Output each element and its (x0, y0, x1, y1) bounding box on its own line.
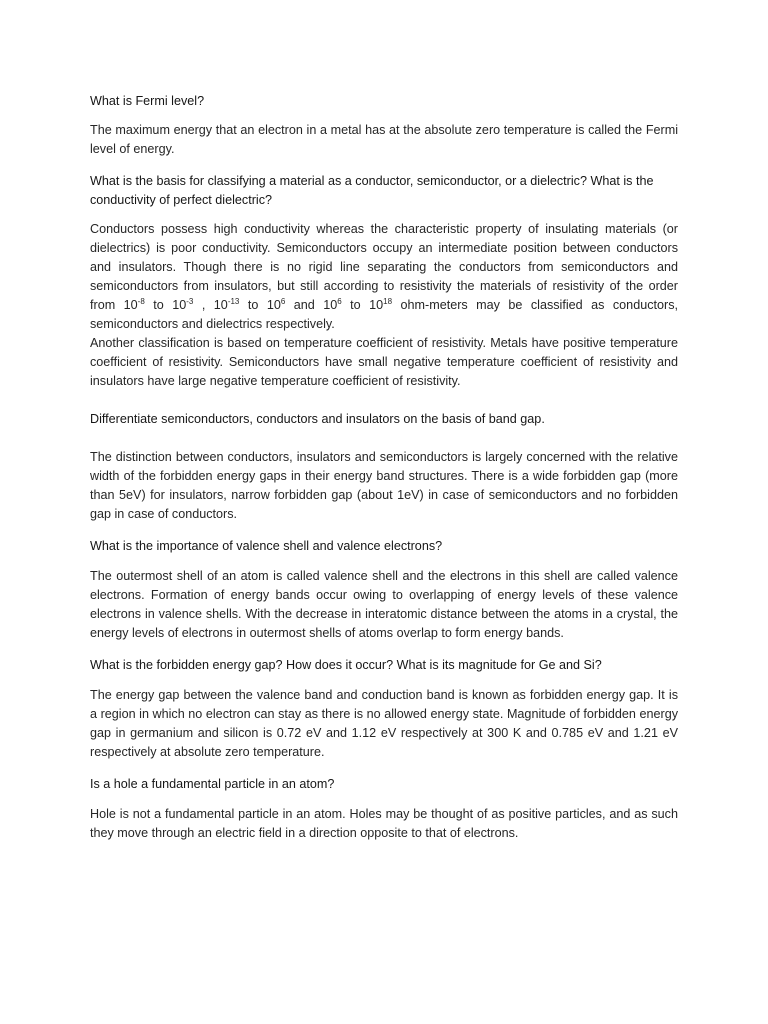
answer-band-gap: The distinction between conductors, insulators and semiconductors is largely concerned with the relative width of the forbidden energy gaps in their energy band structures. There is a wide forbidden gap (more than 5eV) for insulators, narrow forbidden gap (about 1eV) in case of semiconductors and no forbidden gap in case of conductors. (90, 450, 678, 521)
exponent: -3 (186, 297, 194, 306)
connector-text: and (285, 298, 324, 312)
question-forbidden-gap: What is the forbidden energy gap? How does it occur? What is its magnitude for Ge and Si? (90, 658, 602, 672)
exponent: 6 (337, 297, 342, 306)
answer-hole: Hole is not a fundamental particle in an atom. Holes may be thought of as positive particles, and as such they move through an electric field in a direction opposite to that of electrons. (90, 807, 678, 840)
question-fermi-level: What is Fermi level? (90, 94, 205, 108)
exponent: 6 (280, 297, 286, 306)
answer-valence-shell: The outermost shell of an atom is called valence shell and the electrons in this shell are called valence electrons. Formation of energy bands occur owing to overlapping of energy levels of these valence electrons in valence shells. With the decrease in interatomic distance between the atoms in a crystal, the energy levels of electrons in outermost shells of atoms overlap to form energy bands. (90, 569, 678, 640)
answer-text: ohm-meters may be classified as conductors, semiconductors and dielectrics respectively. (90, 298, 678, 331)
connector-text: to (239, 298, 267, 312)
question-band-gap: Differentiate semiconductors, conductors and insulators on the basis of band gap. (90, 412, 545, 426)
power-base: 10 (266, 298, 281, 312)
exponent: -13 (227, 297, 240, 306)
exponent: 18 (383, 297, 393, 306)
power-base: 10 (123, 298, 138, 312)
exponent: -8 (137, 297, 145, 306)
connector-text: , (193, 298, 214, 312)
question-hole: Is a hole a fundamental particle in an atom? (90, 777, 335, 791)
answer-material-classification (90, 220, 678, 334)
question-material-classification: What is the basis for classifying a material as a conductor, semiconductor, or a dielectric? What is the conductivity of perfect dielectric? (90, 174, 654, 207)
power-base: 10 (213, 298, 228, 312)
power-base: 10 (369, 298, 384, 312)
answer-forbidden-gap: The energy gap between the valence band and conduction band is known as forbidden energy gap. It is a region in which no electron can stay as there is no allowed energy state. Magnitude of forbidden energy gap in germanium and silicon is 0.72 eV and 1.12 eV respectively at 300 K and 0.785 eV and 1.21 eV respectively at absolute zero temperature. (90, 688, 678, 759)
answer-text: Conductors possess high conductivity whereas the characteristic property of insulating materials (or dielectrics) is poor conductivity. Semiconductors occupy an intermediate position between conductors and insulators. Though there is no rigid line separating the conductors from semiconductors and semiconductors from insulators, but still according to resistivity the materials of resistivity of the order from (90, 222, 678, 312)
document-page (90, 92, 678, 843)
connector-text: to (341, 298, 370, 312)
question-valence-shell: What is the importance of valence shell and valence electrons? (90, 539, 443, 553)
connector-text: to (144, 298, 173, 312)
answer-fermi-level: The maximum energy that an electron in a metal has at the absolute zero temperature is called the Fermi level of energy. (90, 123, 678, 156)
answer-temperature-coefficient: Another classification is based on temperature coefficient of resistivity. Metals have positive temperature coefficient of resistivity. Semiconductors have small negative temperature coefficient of resistivity and insulators have large negative temperature coefficient of resistivity. (90, 336, 678, 388)
power-base: 10 (323, 298, 338, 312)
power-base: 10 (172, 298, 187, 312)
